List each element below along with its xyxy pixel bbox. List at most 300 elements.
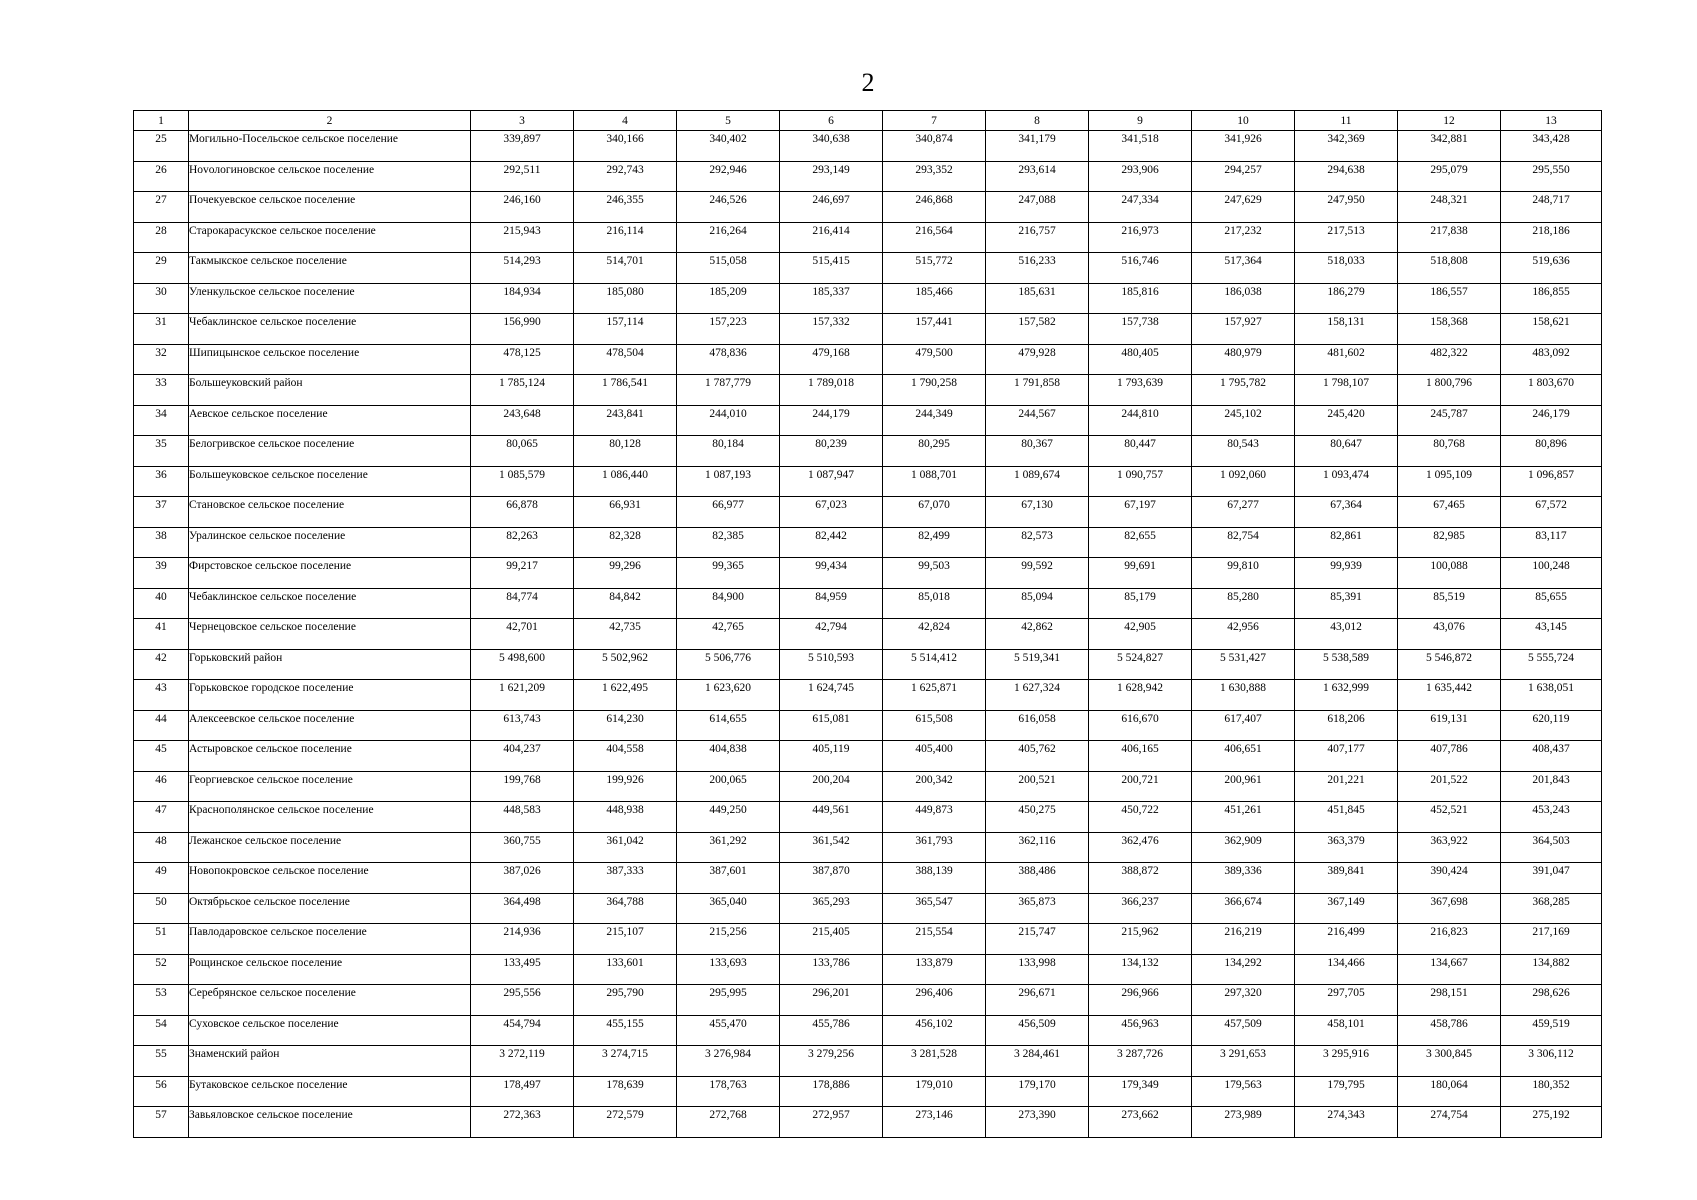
value-cell: 296,201 [780, 985, 883, 1016]
value-cell: 158,368 [1398, 314, 1501, 345]
table-row [134, 344, 1602, 375]
value-cell: 514,293 [471, 253, 574, 284]
column-header-7: 7 [883, 111, 986, 131]
value-cell: 179,795 [1295, 1076, 1398, 1107]
value-cell: 390,424 [1398, 863, 1501, 894]
value-cell: 185,816 [1089, 283, 1192, 314]
value-cell: 1 786,541 [574, 375, 677, 406]
value-cell: 456,102 [883, 1015, 986, 1046]
value-cell: 1 088,701 [883, 466, 986, 497]
row-number: 41 [134, 619, 189, 650]
value-cell: 478,125 [471, 344, 574, 375]
value-cell: 133,601 [574, 954, 677, 985]
value-cell: 615,508 [883, 710, 986, 741]
settlement-name: Становское сельское поселение [189, 497, 471, 528]
value-cell: 275,192 [1501, 1107, 1602, 1138]
value-cell: 215,405 [780, 924, 883, 955]
value-cell: 5 546,872 [1398, 649, 1501, 680]
row-number: 55 [134, 1046, 189, 1077]
value-cell: 1 085,579 [471, 466, 574, 497]
value-cell: 483,092 [1501, 344, 1602, 375]
settlement-name: Старокарасукское сельское поселение [189, 222, 471, 253]
value-cell: 618,206 [1295, 710, 1398, 741]
row-number: 31 [134, 314, 189, 345]
value-cell: 215,554 [883, 924, 986, 955]
value-cell: 455,155 [574, 1015, 677, 1046]
value-cell: 246,179 [1501, 405, 1602, 436]
value-cell: 83,117 [1501, 527, 1602, 558]
value-cell: 5 519,341 [986, 649, 1089, 680]
table-body [134, 111, 1602, 1138]
value-cell: 295,790 [574, 985, 677, 1016]
table-row [134, 558, 1602, 589]
value-cell: 451,261 [1192, 802, 1295, 833]
value-cell: 215,256 [677, 924, 780, 955]
value-cell: 179,170 [986, 1076, 1089, 1107]
value-cell: 274,754 [1398, 1107, 1501, 1138]
value-cell: 515,772 [883, 253, 986, 284]
value-cell: 1 798,107 [1295, 375, 1398, 406]
value-cell: 619,131 [1398, 710, 1501, 741]
value-cell: 342,881 [1398, 131, 1501, 162]
column-header-1: 1 [134, 111, 189, 131]
table-row [134, 161, 1602, 192]
value-cell: 518,808 [1398, 253, 1501, 284]
value-cell: 157,738 [1089, 314, 1192, 345]
value-cell: 363,379 [1295, 832, 1398, 863]
value-cell: 296,406 [883, 985, 986, 1016]
value-cell: 1 803,670 [1501, 375, 1602, 406]
value-cell: 339,897 [471, 131, 574, 162]
column-header-13: 13 [1501, 111, 1602, 131]
row-number: 30 [134, 283, 189, 314]
value-cell: 365,293 [780, 893, 883, 924]
value-cell: 158,621 [1501, 314, 1602, 345]
value-cell: 243,841 [574, 405, 677, 436]
row-number: 42 [134, 649, 189, 680]
value-cell: 1 623,620 [677, 680, 780, 711]
value-cell: 387,026 [471, 863, 574, 894]
value-cell: 3 276,984 [677, 1046, 780, 1077]
value-cell: 367,149 [1295, 893, 1398, 924]
value-cell: 66,878 [471, 497, 574, 528]
value-cell: 80,768 [1398, 436, 1501, 467]
value-cell: 1 638,051 [1501, 680, 1602, 711]
value-cell: 67,023 [780, 497, 883, 528]
settlement-name: Чебаклинское сельское поселение [189, 314, 471, 345]
value-cell: 367,698 [1398, 893, 1501, 924]
value-cell: 134,466 [1295, 954, 1398, 985]
settlement-name: Шипицынское сельское поселение [189, 344, 471, 375]
row-number: 56 [134, 1076, 189, 1107]
value-cell: 157,223 [677, 314, 780, 345]
column-header-12: 12 [1398, 111, 1501, 131]
value-cell: 449,250 [677, 802, 780, 833]
value-cell: 479,928 [986, 344, 1089, 375]
value-cell: 67,130 [986, 497, 1089, 528]
value-cell: 364,788 [574, 893, 677, 924]
table-row [134, 1015, 1602, 1046]
table-row [134, 405, 1602, 436]
value-cell: 185,631 [986, 283, 1089, 314]
value-cell: 292,511 [471, 161, 574, 192]
table-row [134, 436, 1602, 467]
value-cell: 5 506,776 [677, 649, 780, 680]
value-cell: 454,794 [471, 1015, 574, 1046]
value-cell: 478,836 [677, 344, 780, 375]
value-cell: 360,755 [471, 832, 574, 863]
value-cell: 341,518 [1089, 131, 1192, 162]
value-cell: 5 531,427 [1192, 649, 1295, 680]
value-cell: 479,500 [883, 344, 986, 375]
value-cell: 67,277 [1192, 497, 1295, 528]
value-cell: 405,119 [780, 741, 883, 772]
value-cell: 272,363 [471, 1107, 574, 1138]
value-cell: 157,332 [780, 314, 883, 345]
value-cell: 216,757 [986, 222, 1089, 253]
value-cell: 343,428 [1501, 131, 1602, 162]
value-cell: 404,237 [471, 741, 574, 772]
value-cell: 5 502,962 [574, 649, 677, 680]
value-cell: 3 279,256 [780, 1046, 883, 1077]
value-cell: 244,567 [986, 405, 1089, 436]
value-cell: 405,400 [883, 741, 986, 772]
value-cell: 185,337 [780, 283, 883, 314]
value-cell: 84,842 [574, 588, 677, 619]
value-cell: 363,922 [1398, 832, 1501, 863]
row-number: 53 [134, 985, 189, 1016]
table-row [134, 832, 1602, 863]
value-cell: 516,746 [1089, 253, 1192, 284]
settlement-name: Фирстовское сельское поселение [189, 558, 471, 589]
value-cell: 85,018 [883, 588, 986, 619]
value-cell: 450,722 [1089, 802, 1192, 833]
value-cell: 405,762 [986, 741, 1089, 772]
value-cell: 218,186 [1501, 222, 1602, 253]
value-cell: 452,521 [1398, 802, 1501, 833]
value-cell: 214,936 [471, 924, 574, 955]
value-cell: 184,934 [471, 283, 574, 314]
value-cell: 80,543 [1192, 436, 1295, 467]
value-cell: 157,114 [574, 314, 677, 345]
value-cell: 215,943 [471, 222, 574, 253]
value-cell: 134,292 [1192, 954, 1295, 985]
settlement-name: Горьковский район [189, 649, 471, 680]
row-number: 51 [134, 924, 189, 955]
table-row [134, 222, 1602, 253]
value-cell: 292,946 [677, 161, 780, 192]
value-cell: 82,263 [471, 527, 574, 558]
value-cell: 217,838 [1398, 222, 1501, 253]
value-cell: 82,328 [574, 527, 677, 558]
value-cell: 365,873 [986, 893, 1089, 924]
value-cell: 215,747 [986, 924, 1089, 955]
value-cell: 616,058 [986, 710, 1089, 741]
value-cell: 80,295 [883, 436, 986, 467]
table-row [134, 588, 1602, 619]
table-row [134, 1076, 1602, 1107]
value-cell: 67,197 [1089, 497, 1192, 528]
value-cell: 407,177 [1295, 741, 1398, 772]
value-cell: 85,094 [986, 588, 1089, 619]
table-row [134, 649, 1602, 680]
value-cell: 133,495 [471, 954, 574, 985]
value-cell: 3 281,528 [883, 1046, 986, 1077]
value-cell: 99,592 [986, 558, 1089, 589]
value-cell: 478,504 [574, 344, 677, 375]
row-number: 49 [134, 863, 189, 894]
value-cell: 43,012 [1295, 619, 1398, 650]
row-number: 48 [134, 832, 189, 863]
column-header-3: 3 [471, 111, 574, 131]
row-number: 27 [134, 192, 189, 223]
value-cell: 273,390 [986, 1107, 1089, 1138]
value-cell: 387,601 [677, 863, 780, 894]
value-cell: 519,636 [1501, 253, 1602, 284]
row-number: 47 [134, 802, 189, 833]
value-cell: 201,221 [1295, 771, 1398, 802]
settlement-name: Такмыкское сельское поселение [189, 253, 471, 284]
value-cell: 1 624,745 [780, 680, 883, 711]
value-cell: 200,721 [1089, 771, 1192, 802]
value-cell: 157,441 [883, 314, 986, 345]
value-cell: 133,786 [780, 954, 883, 985]
settlement-name: Уралинское сельское поселение [189, 527, 471, 558]
column-header-9: 9 [1089, 111, 1192, 131]
settlement-name: Завьяловское сельское поселение [189, 1107, 471, 1138]
column-header-11: 11 [1295, 111, 1398, 131]
value-cell: 179,349 [1089, 1076, 1192, 1107]
value-cell: 42,701 [471, 619, 574, 650]
value-cell: 1 789,018 [780, 375, 883, 406]
value-cell: 216,264 [677, 222, 780, 253]
value-cell: 1 787,779 [677, 375, 780, 406]
value-cell: 295,079 [1398, 161, 1501, 192]
value-cell: 5 510,593 [780, 649, 883, 680]
value-cell: 66,977 [677, 497, 780, 528]
row-number: 36 [134, 466, 189, 497]
value-cell: 458,786 [1398, 1015, 1501, 1046]
value-cell: 85,519 [1398, 588, 1501, 619]
value-cell: 84,959 [780, 588, 883, 619]
value-cell: 406,165 [1089, 741, 1192, 772]
value-cell: 481,602 [1295, 344, 1398, 375]
value-cell: 42,735 [574, 619, 677, 650]
settlement-name: Краснополянское сельское поселение [189, 802, 471, 833]
value-cell: 516,233 [986, 253, 1089, 284]
settlement-name: Новопокровское сельское поселение [189, 863, 471, 894]
value-cell: 388,872 [1089, 863, 1192, 894]
value-cell: 391,047 [1501, 863, 1602, 894]
value-cell: 274,343 [1295, 1107, 1398, 1138]
value-cell: 451,845 [1295, 802, 1398, 833]
settlement-name: Алексеевское сельское поселение [189, 710, 471, 741]
value-cell: 458,101 [1295, 1015, 1398, 1046]
table-row [134, 192, 1602, 223]
value-cell: 66,931 [574, 497, 677, 528]
value-cell: 186,557 [1398, 283, 1501, 314]
value-cell: 613,743 [471, 710, 574, 741]
value-cell: 216,973 [1089, 222, 1192, 253]
value-cell: 99,217 [471, 558, 574, 589]
value-cell: 246,697 [780, 192, 883, 223]
value-cell: 247,629 [1192, 192, 1295, 223]
row-number: 50 [134, 893, 189, 924]
value-cell: 85,280 [1192, 588, 1295, 619]
value-cell: 3 274,715 [574, 1046, 677, 1077]
settlement-name: Серебрянское сельское поселение [189, 985, 471, 1016]
value-cell: 99,691 [1089, 558, 1192, 589]
value-cell: 84,900 [677, 588, 780, 619]
value-cell: 364,498 [471, 893, 574, 924]
value-cell: 480,405 [1089, 344, 1192, 375]
value-cell: 178,639 [574, 1076, 677, 1107]
value-cell: 199,926 [574, 771, 677, 802]
value-cell: 80,128 [574, 436, 677, 467]
value-cell: 216,219 [1192, 924, 1295, 955]
value-cell: 157,582 [986, 314, 1089, 345]
row-number: 33 [134, 375, 189, 406]
value-cell: 82,754 [1192, 527, 1295, 558]
table-row [134, 771, 1602, 802]
value-cell: 272,768 [677, 1107, 780, 1138]
row-number: 40 [134, 588, 189, 619]
value-cell: 178,763 [677, 1076, 780, 1107]
table-row [134, 680, 1602, 711]
value-cell: 3 291,653 [1192, 1046, 1295, 1077]
table-row [134, 710, 1602, 741]
value-cell: 180,064 [1398, 1076, 1501, 1107]
value-cell: 362,909 [1192, 832, 1295, 863]
value-cell: 248,321 [1398, 192, 1501, 223]
value-cell: 100,088 [1398, 558, 1501, 589]
value-cell: 84,774 [471, 588, 574, 619]
value-cell: 100,248 [1501, 558, 1602, 589]
value-cell: 448,583 [471, 802, 574, 833]
value-cell: 293,352 [883, 161, 986, 192]
value-cell: 388,486 [986, 863, 1089, 894]
value-cell: 85,391 [1295, 588, 1398, 619]
value-cell: 80,239 [780, 436, 883, 467]
value-cell: 1 087,193 [677, 466, 780, 497]
value-cell: 1 093,474 [1295, 466, 1398, 497]
value-cell: 42,956 [1192, 619, 1295, 650]
value-cell: 157,927 [1192, 314, 1295, 345]
value-cell: 3 287,726 [1089, 1046, 1192, 1077]
value-cell: 185,466 [883, 283, 986, 314]
settlement-name: Нovологиновское сельское поселение [189, 161, 471, 192]
value-cell: 1 793,639 [1089, 375, 1192, 406]
value-cell: 480,979 [1192, 344, 1295, 375]
value-cell: 42,794 [780, 619, 883, 650]
value-cell: 273,662 [1089, 1107, 1192, 1138]
settlement-name: Знаменский район [189, 1046, 471, 1077]
value-cell: 614,230 [574, 710, 677, 741]
settlement-name: Белогривское сельское поселение [189, 436, 471, 467]
value-cell: 296,671 [986, 985, 1089, 1016]
value-cell: 134,667 [1398, 954, 1501, 985]
value-cell: 134,882 [1501, 954, 1602, 985]
value-cell: 450,275 [986, 802, 1089, 833]
settlement-name: Суховское сельское поселение [189, 1015, 471, 1046]
row-number: 43 [134, 680, 189, 711]
value-cell: 186,279 [1295, 283, 1398, 314]
value-cell: 456,509 [986, 1015, 1089, 1046]
value-cell: 294,257 [1192, 161, 1295, 192]
table-row [134, 497, 1602, 528]
value-cell: 294,638 [1295, 161, 1398, 192]
page-number: 2 [861, 68, 875, 97]
settlement-name: Почекуевское сельское поселение [189, 192, 471, 223]
table-row [134, 1107, 1602, 1138]
value-cell: 272,579 [574, 1107, 677, 1138]
value-cell: 1 089,674 [986, 466, 1089, 497]
value-cell: 365,040 [677, 893, 780, 924]
value-cell: 215,962 [1089, 924, 1192, 955]
value-cell: 479,168 [780, 344, 883, 375]
value-cell: 1 096,857 [1501, 466, 1602, 497]
table-row [134, 1046, 1602, 1077]
row-number: 44 [134, 710, 189, 741]
settlement-name: Лежанское сельское поселение [189, 832, 471, 863]
settlement-name: Чебаклинское сельское поселение [189, 588, 471, 619]
value-cell: 80,367 [986, 436, 1089, 467]
value-cell: 247,088 [986, 192, 1089, 223]
settlement-name: Рощинское сельское поселение [189, 954, 471, 985]
value-cell: 201,522 [1398, 771, 1501, 802]
value-cell: 361,793 [883, 832, 986, 863]
table-row [134, 893, 1602, 924]
table-row [134, 954, 1602, 985]
value-cell: 215,107 [574, 924, 677, 955]
value-cell: 82,985 [1398, 527, 1501, 558]
value-cell: 293,149 [780, 161, 883, 192]
value-cell: 43,145 [1501, 619, 1602, 650]
value-cell: 1 791,858 [986, 375, 1089, 406]
value-cell: 3 284,461 [986, 1046, 1089, 1077]
value-cell: 295,556 [471, 985, 574, 1016]
value-cell: 298,151 [1398, 985, 1501, 1016]
value-cell: 449,873 [883, 802, 986, 833]
value-cell: 42,905 [1089, 619, 1192, 650]
table-row [134, 375, 1602, 406]
value-cell: 217,232 [1192, 222, 1295, 253]
value-cell: 247,950 [1295, 192, 1398, 223]
value-cell: 179,563 [1192, 1076, 1295, 1107]
value-cell: 158,131 [1295, 314, 1398, 345]
column-header-4: 4 [574, 111, 677, 131]
value-cell: 82,442 [780, 527, 883, 558]
settlement-name: Горьковское городское поселение [189, 680, 471, 711]
table-row [134, 466, 1602, 497]
value-cell: 1 790,258 [883, 375, 986, 406]
value-cell: 82,499 [883, 527, 986, 558]
value-cell: 1 092,060 [1192, 466, 1295, 497]
value-cell: 42,824 [883, 619, 986, 650]
settlement-name: Павлодаровское сельское поселение [189, 924, 471, 955]
value-cell: 517,364 [1192, 253, 1295, 284]
value-cell: 620,119 [1501, 710, 1602, 741]
value-cell: 186,038 [1192, 283, 1295, 314]
value-cell: 201,843 [1501, 771, 1602, 802]
value-cell: 1 632,999 [1295, 680, 1398, 711]
value-cell: 43,076 [1398, 619, 1501, 650]
column-header-8: 8 [986, 111, 1089, 131]
value-cell: 361,042 [574, 832, 677, 863]
value-cell: 518,033 [1295, 253, 1398, 284]
value-cell: 389,336 [1192, 863, 1295, 894]
value-cell: 80,065 [471, 436, 574, 467]
